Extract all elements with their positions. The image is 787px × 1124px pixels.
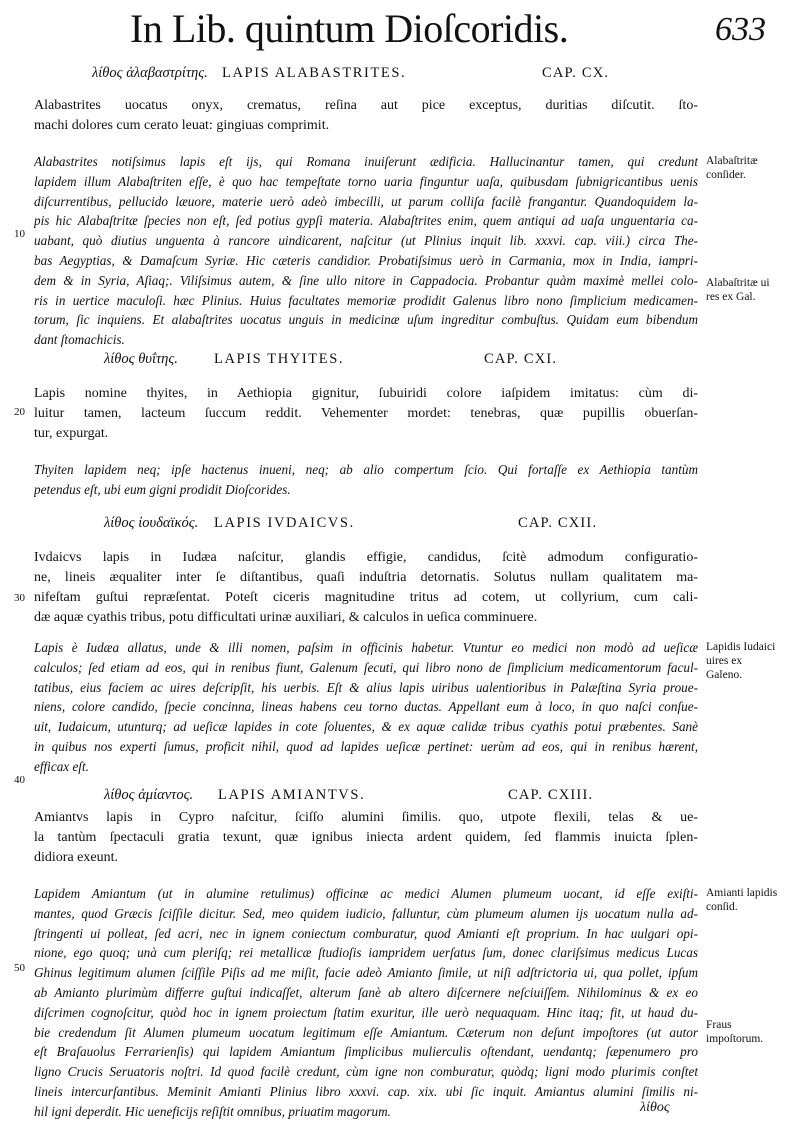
commentary-cxiii (34, 884, 698, 1122)
commentary-line: nione, ego quoq; unà cum pleriſq; rei metallicæ ſtudioſis iampridem uerſatus ſum, donec clariſsimus medicus Lucas (34, 945, 698, 961)
commentary-line: Alabastrites notiſsimus lapis eſt ijs, qui Romana inuiſerunt ædificia. Hallucinantur tamen, qui credunt (34, 154, 698, 169)
commentary-line: ab Amianto plurimùm differre guſtui indicaſſet, alterum ſanè ab altero diſcernere neſciuiſſem. Nihilominus & ex eo (34, 984, 698, 1000)
margin-note: Alabaſtritæ ui res ex Gal. (706, 277, 770, 303)
margin-note: Amianti lapidis conſid. (706, 887, 778, 913)
commentary-line: diſcrimen cognoſcitur, quòd hoc in ignem proiectum ſtatim exuritur, ille uerò nequaquam. Hinc itaq; fit, ut haud du- (34, 1004, 698, 1020)
commentary-line: ligno Crucis Seruatoris noſtri. Id quod facilè credunt, cùm igne non comburatur, quòdq; ligni modo plurimis conſtet (34, 1064, 698, 1080)
line-number: 40 (14, 774, 25, 786)
commentary-cxi (34, 460, 698, 500)
line-number: 20 (14, 406, 25, 418)
chapter-number: CAP. CXII. (518, 515, 598, 531)
commentary-line: petendus eſt, ubi eum gigni prodidit Dioſcorides. (34, 481, 291, 497)
text-line: Amiantvs lapis in Cypro naſcitur, ſciſſo alumini ſimilis. quo, utpote flexili, telas & ue- (34, 810, 698, 825)
line-number: 50 (14, 962, 25, 974)
commentary-line: Lapis è Iudæa allatus, unde & illi nomen, paſsim in officinis habetur. Vtuntur eo medici non modò ad ueſicæ (34, 640, 698, 655)
commentary-line: dant ſtomachicis. (34, 332, 125, 348)
commentary-line: ris in uertice maculoſi. hæc Plinius. Huius facultates memoriæ prodidit Galenus libro nono ſimplicium medicamen- (34, 292, 698, 308)
running-title: In Lib. quintum Dioſcoridis. (130, 6, 569, 51)
greek-name: λίθος θυΐτης. (104, 351, 178, 367)
line-number: 10 (14, 228, 25, 240)
margin-note: Lapidis Iudaici uires ex Galeno. (706, 641, 776, 681)
commentary-line: Ghinus legitimum alumen ſciſſile Piſis ad me miſit, facie adeò Amianto ſimile, ut niſi adſtrictoria ui, qua pollet, ipſum (34, 965, 698, 981)
text-line: machi dolores cum cerato leuat: gingiuas comprimit. (34, 118, 330, 134)
commentary-line: uabant, quò diutius unguenta à rancore uindicarent, naſcitur (ut Plinius inquit lib. xxxvi. cap. viii.) circa The- (34, 233, 698, 249)
commentary-line: in quibus nos experti ſumus, proficit nihil, quod ad lapides ueſicæ pertinet: uerùm ad eos, qui in renibus hærent, (34, 738, 698, 754)
commentary-line: tatibus, eius faciem ac uires deſcripſit, his uerbis. Eſt & alius lapis uiribus ualentioribus in Palæſtina Syria proue- (34, 679, 698, 695)
greek-name: λίθος ἰουδαϊκός. (104, 515, 199, 531)
text-line: luitur tamen, lacteum ſuccum reddit. Vehementer mordet: tenebras, quæ pupillis obuerſan- (34, 406, 698, 422)
text-line: ne, lineis æqualiter inter ſe diſtantibus, quaſi induſtria detornatis. Solutus nullam qualitatem ma- (34, 570, 698, 586)
section-title: LAPIS THYITES. (214, 351, 345, 367)
dioscorides-text-cx (34, 96, 698, 136)
commentary-line: lineis intercurſantibus. Meminit Amianti Plinius libro xxxvi. cap. xix. ubi ſic inquit. Amiantus alumini ſimilis ni- (34, 1083, 698, 1099)
commentary-line: hil igni deperdit. Hic ueneficijs reſiſtit omnibus, priuatim magorum. (34, 1103, 391, 1119)
section-title: LAPIS IVDAICVS. (214, 515, 355, 531)
text-line: la tantùm ſpectaculi gratia texunt, quæ ignibus iniecta ardent quidem, ſed flammis inuicta ſplen- (34, 830, 698, 846)
text-line: Lapis nomine thyites, in Aethiopia gignitur, ſubuiridi colore iaſpidem imitatus: cùm di- (34, 386, 698, 401)
commentary-line: lapidem illum Alabaſtriten eſſe, è quo hac tempeſtate torno uaria finguntur uaſa, quibusdam ſubnigricantibus uenis (34, 173, 698, 189)
commentary-line: diſcurrentibus, pellucido læuore, materie uerò adeò imbecilli, ut parum colliſa facilè frangantur. Quandoquidem la- (34, 193, 698, 209)
section-title: LAPIS ALABASTRITES. (222, 65, 407, 81)
commentary-line: ſtringenti ui polleat, ſed acri, nec in ignem coniectum comburatur, quod Amianti eſt proprium. In hac uulgari opi- (34, 925, 698, 941)
commentary-line: eſt Braſauolus Ferrarienſis) qui lapidem Amiantum ſimplicibus mulierculis oſtendant, uendantq; ſæpenumero pro (34, 1044, 698, 1060)
commentary-cxii (34, 638, 698, 777)
dioscorides-text-cxii (34, 548, 698, 628)
chapter-number: CAP. CXIII. (508, 787, 594, 803)
chapter-number: CAP. CXI. (484, 351, 558, 367)
margin-note: Fraus impoſtorum. (706, 1019, 764, 1045)
page-header (130, 6, 770, 52)
dioscorides-text-cxiii (34, 808, 698, 868)
page-number: 633 (715, 11, 766, 48)
text-line: didiora exeunt. (34, 850, 118, 866)
margin-note: Alabaſtritæ conſider. (706, 155, 758, 181)
commentary-line: mantes, quod Græcis ſciſſile dicitur. Sed, meo quidem iudicio, falluntur, cùm plumeum alumen ijs uocatum nulla ad- (34, 905, 698, 921)
text-line: Alabastrites uocatus onyx, crematus, reſina aut pice exceptus, duritias diſcutit. ſto- (34, 98, 698, 113)
text-line: nifeſtam guſtui repræſentat. Poteſt ciceris magnitudine tritus ad cotem, ut collyrium, cum cali- (34, 590, 698, 606)
commentary-line: bie credendum ſit Alumen plumeum uocatum legitimum eſſe Amiantum. Cæterum non deſunt impoſtores (ut autor (34, 1024, 698, 1040)
text-line: dæ aquæ cyathis tribus, potu difficultati urinæ auxiliari, & calculos in ueſica comminuere. (34, 610, 538, 626)
commentary-line: uit, Iudaicum, utunturq; ad ueſicæ lapides in cote ſoluentes, & ex aquæ calidæ tribus cyathis potui præbentes. Sanè (34, 719, 698, 735)
section-title: LAPIS AMIANTVS. (218, 787, 366, 803)
greek-name: λίθος ἀμίαντος. (104, 787, 194, 803)
commentary-line: niens, colore candido, ſpecie concinna, lineas habens ceu torno ductas. Appellant eum à loco, in quo naſci conſue- (34, 699, 698, 715)
commentary-line: Thyiten lapidem neq; ipſe hactenus inueni, neq; ab alio compertum ſcio. Qui fortaſſe ex Aethiopia tantùm (34, 462, 698, 477)
dioscorides-text-cxi (34, 384, 698, 444)
text-line: tur, expurgat. (34, 426, 109, 442)
commentary-line: efficax eſt. (34, 758, 89, 774)
commentary-line: torum, ſic inquiens. Et alabaſtrites uocatus unguis in medicinæ uſum ingreditur combuſtus. Quidam eum bibendum (34, 312, 698, 328)
commentary-line: pis hic Alabaſtritæ ſpecies non eſt, ſed potius gypſi materia. Alabaſtrites enim, quem antiqui ad uaſa unguentaria ca- (34, 213, 698, 229)
commentary-cx (34, 152, 698, 350)
commentary-line: dem & in Syria, Aſiaq;. Viliſsimus autem, & ſine ullo nitore in Cappadocia. Probantur quàm maximè mellei colo- (34, 272, 698, 288)
commentary-line: bas Aegyptias, & Damaſcum Syriæ. Hic cæteris candidior. Probatiſsimus uerò in Carmania, mox in India, iampri- (34, 252, 698, 268)
commentary-line: calculos; ſed etiam ad eos, qui in renibus fiunt, Galenum ſecuti, qui libro nono de ſimplicium medicamentorum facul- (34, 659, 698, 675)
commentary-line: Lapidem Amiantum (ut in alumine retulimus) officinæ ac medici Alumen plumeum uocant, id eſſe exiſti- (34, 886, 698, 901)
greek-name: λίθος ἀλαβαστρίτης. (92, 65, 208, 81)
chapter-number: CAP. CX. (542, 65, 610, 81)
text-line: Ivdaicvs lapis in Iudæa naſcitur, glandis effigie, candidus, ſcitè admodum configuratio- (34, 550, 698, 565)
catchword: λίθος (640, 1100, 670, 1115)
line-number: 30 (14, 592, 25, 604)
